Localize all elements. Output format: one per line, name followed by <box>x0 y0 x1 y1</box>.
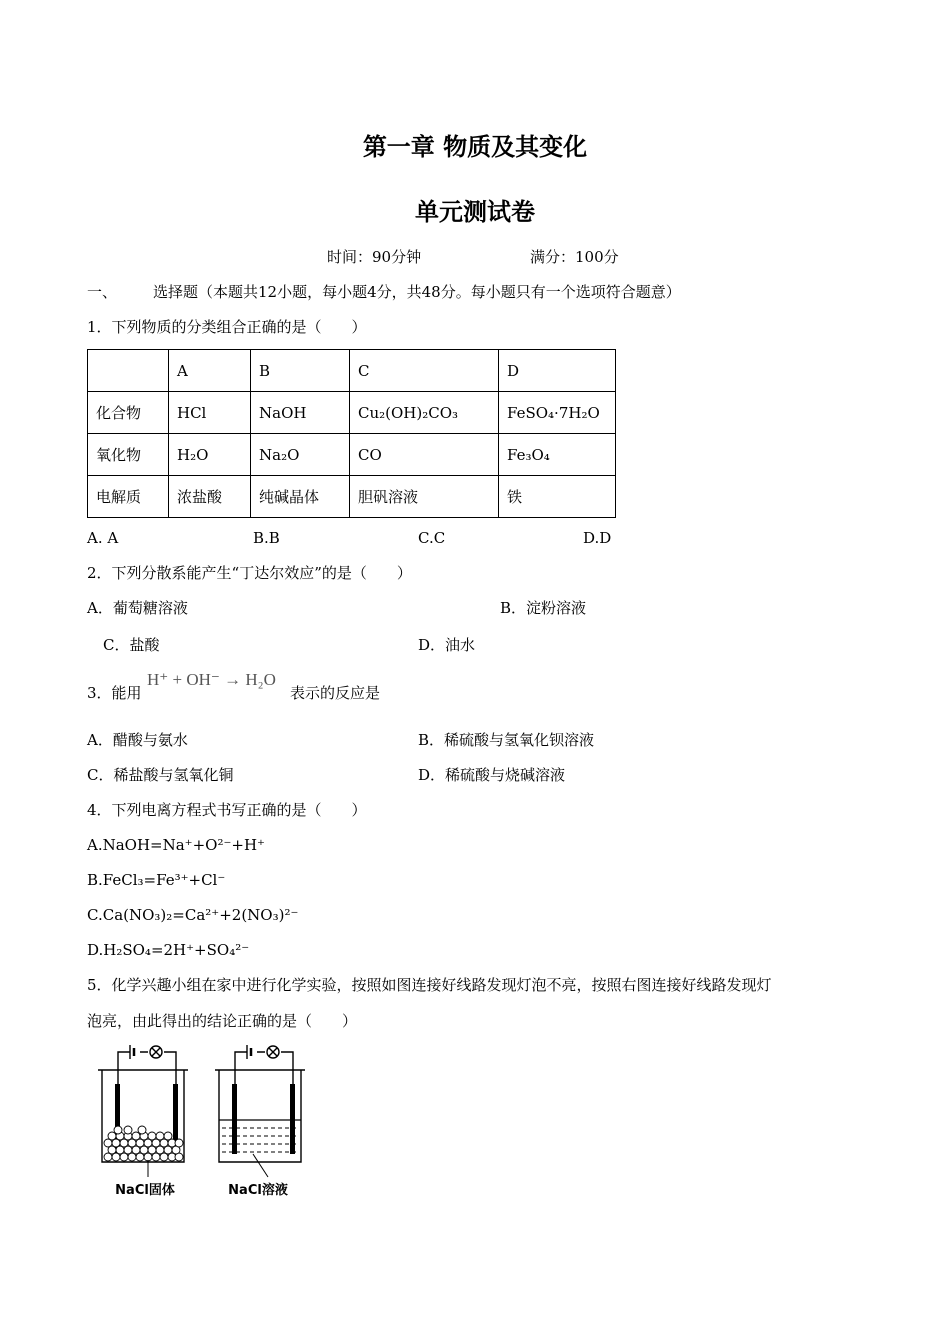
question-5-stem-line2: 泡亮，由此得出的结论正确的是（ ） <box>87 1012 358 1030</box>
exam-time: 时间：90分钟 <box>327 248 422 266</box>
table-header-cell: C <box>350 350 499 392</box>
q3-option-d: D．稀硫酸与烧碱溶液 <box>418 766 566 784</box>
section-title: 选择题（本题共12小题，每小题4分，共48分。每小题只有一个选项符合题意） <box>153 283 681 301</box>
table-row <box>88 434 616 476</box>
table-cell: FeSO₄·7H₂O <box>499 392 616 434</box>
q4-option-a: A.NaOH=Na⁺+O²⁻+H⁺ <box>87 836 265 854</box>
question-3-prefix: 3．能用 <box>87 684 142 702</box>
conductivity-experiment-figure <box>90 1042 310 1204</box>
question-3-suffix: 表示的反应是 <box>290 684 381 702</box>
q2-option-d: D．油水 <box>418 636 476 654</box>
table-cell: 纯碱晶体 <box>251 476 350 518</box>
nacl-solid-particles <box>104 1126 183 1161</box>
question-5-stem-line1: 5．化学兴趣小组在家中进行化学实验，按照如图连接好线路发现灯泡不亮，按照右图连接好线路发现灯 <box>87 976 772 994</box>
table-header-cell: D <box>499 350 616 392</box>
question-4-stem: 4．下列电离方程式书写正确的是（ ） <box>87 801 367 819</box>
table-row <box>88 392 616 434</box>
right-electrode-a <box>232 1084 237 1154</box>
question-2-stem: 2．下列分散系能产生“丁达尔效应”的是（ ） <box>87 564 412 582</box>
table-cell: CO <box>350 434 499 476</box>
table-cell: Na₂O <box>251 434 350 476</box>
right-label-pointer <box>253 1154 268 1177</box>
q1-option-a: A. A <box>87 529 119 547</box>
q2-option-a: A．葡萄糖溶液 <box>87 599 188 617</box>
table-header-cell: B <box>251 350 350 392</box>
q3-option-a: A．醋酸与氨水 <box>87 731 188 749</box>
q4-option-b: B.FeCl₃=Fe³⁺+Cl⁻ <box>87 871 226 889</box>
q3-option-c: C．稀盐酸与氢氧化铜 <box>87 766 234 784</box>
q2-option-c: C．盐酸 <box>103 636 160 654</box>
q3-option-b: B．稀硫酸与氢氧化钡溶液 <box>418 731 595 749</box>
exam-score: 满分：100分 <box>530 248 619 266</box>
table-cell: H₂O <box>169 434 251 476</box>
table-cell: 铁 <box>499 476 616 518</box>
right-electrode-b <box>290 1084 295 1154</box>
row-label: 氧化物 <box>88 434 169 476</box>
nacl-solid-label: NaCl固体 <box>115 1183 175 1198</box>
row-label: 电解质 <box>88 476 169 518</box>
table-cell: 浓盐酸 <box>169 476 251 518</box>
q4-option-d: D.H₂SO₄=2H⁺+SO₄²⁻ <box>87 941 250 959</box>
row-label: 化合物 <box>88 392 169 434</box>
ionic-equation: H⁺ + OH⁻ → H₂O <box>147 670 276 689</box>
q1-option-d: D.D <box>583 529 612 547</box>
section-number: 一、 <box>87 283 118 301</box>
table-row <box>88 476 616 518</box>
q1-option-b: B.B <box>253 529 280 547</box>
table-header-cell: A <box>169 350 251 392</box>
table-header-row <box>88 350 616 392</box>
q1-option-c: C.C <box>418 529 446 547</box>
nacl-solution-liquid <box>219 1120 301 1152</box>
table-cell: Fe₃O₄ <box>499 434 616 476</box>
page-title: 第一章 物质及其变化 <box>362 133 588 161</box>
q2-option-b: B．淀粉溶液 <box>500 599 587 617</box>
nacl-solution-label: NaCl溶液 <box>228 1183 288 1198</box>
table-header-cell <box>88 350 169 392</box>
question-1-stem: 1．下列物质的分类组合正确的是（ ） <box>87 318 367 336</box>
q4-option-c: C.Ca(NO₃)₂=Ca²⁺+2(NO₃)²⁻ <box>87 906 299 924</box>
table-cell: NaOH <box>251 392 350 434</box>
table-cell: 胆矾溶液 <box>350 476 499 518</box>
table-cell: Cu₂(OH)₂CO₃ <box>350 392 499 434</box>
page-subtitle: 单元测试卷 <box>415 198 535 226</box>
classification-table <box>87 349 616 518</box>
table-cell: HCl <box>169 392 251 434</box>
